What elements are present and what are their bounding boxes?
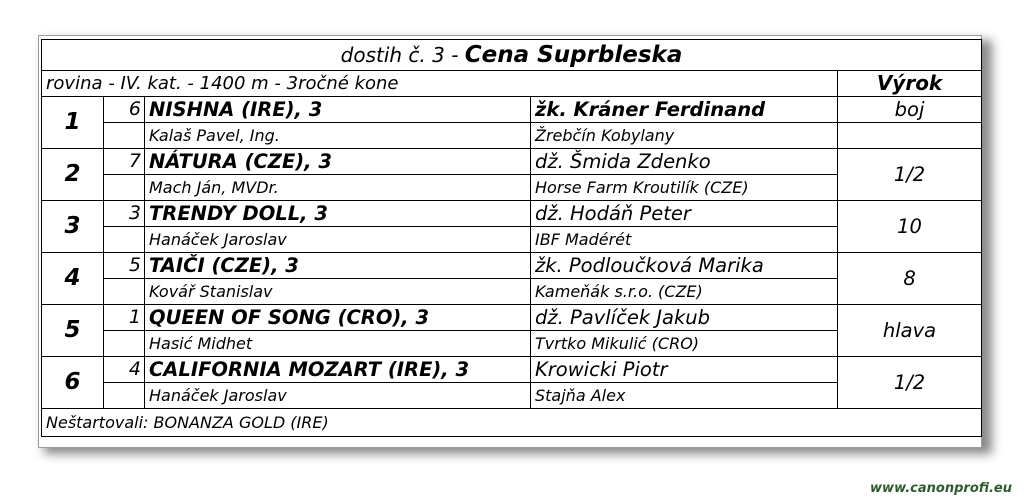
horse-name: NISHNA (IRE), 3 [145,97,531,123]
blank-cell [104,331,145,357]
start-number: 4 [104,357,145,383]
margin-header: Výrok [838,71,982,97]
trainer-name: Kalaš Pavel, Ing. [145,123,531,149]
jockey-name: žk. Podloučková Marika [531,253,838,279]
jockey-name: žk. Kráner Ferdinand [531,97,838,123]
margin-value: hlava [838,305,982,357]
blank-cell [104,383,145,409]
trainer-name: Mach Ján, MVDr. [145,175,531,201]
owner-name: Tvrtko Mikulić (CRO) [531,331,838,357]
margin-value: 1/2 [838,357,982,409]
non-starters: Neštartovali: BONANZA GOLD (IRE) [42,409,982,437]
horse-name: TAIČI (CZE), 3 [145,253,531,279]
result-row [42,201,982,227]
jockey-name: dž. Šmida Zdenko [531,149,838,175]
result-row [42,149,982,175]
owner-name: Žrebčín Kobylany [531,123,838,149]
horse-name: NÁTURA (CZE), 3 [145,149,531,175]
horse-name: QUEEN OF SONG (CRO), 3 [145,305,531,331]
results-table [41,39,982,437]
result-row [42,305,982,331]
trainer-name: Hasić Midhet [145,331,531,357]
result-row [42,253,982,279]
horse-name: CALIFORNIA MOZART (IRE), 3 [145,357,531,383]
non-starters-row [42,409,982,437]
owner-name: Stajňa Alex [531,383,838,409]
start-number: 7 [104,149,145,175]
watermark: www.canonprofi.eu [870,481,1012,496]
start-number: 5 [104,253,145,279]
horse-name: TRENDY DOLL, 3 [145,201,531,227]
result-row [42,97,982,123]
place-cell: 5 [42,305,104,357]
margin-value: 8 [838,253,982,305]
result-detail-row [42,123,982,149]
race-title-row [42,40,982,71]
owner-name: Kameňák s.r.o. (CZE) [531,279,838,305]
start-number: 6 [104,97,145,123]
jockey-name: Krowicki Piotr [531,357,838,383]
race-name: Cena Suprbleska [464,42,683,68]
jockey-name: dž. Pavlíček Jakub [531,305,838,331]
blank-cell [104,175,145,201]
result-row [42,357,982,383]
blank-cell [104,227,145,253]
owner-name: Horse Farm Kroutilík (CZE) [531,175,838,201]
jockey-name: dž. Hodáň Peter [531,201,838,227]
margin-value: 10 [838,201,982,253]
owner-name: IBF Madérét [531,227,838,253]
blank-cell [104,123,145,149]
margin-value: boj [838,97,982,123]
blank-cell [104,279,145,305]
place-cell: 4 [42,253,104,305]
place-cell: 2 [42,149,104,201]
results-card [38,35,982,448]
margin-value: 1/2 [838,149,982,201]
race-title [42,40,982,71]
start-number: 3 [104,201,145,227]
trainer-name: Hanáček Jaroslav [145,383,531,409]
place-cell: 3 [42,201,104,253]
start-number: 1 [104,305,145,331]
race-conditions-row [42,71,982,97]
race-prefix: dostih č. 3 - [340,43,465,67]
trainer-name: Kovář Stanislav [145,279,531,305]
blank-cell [838,123,982,149]
place-cell: 1 [42,97,104,149]
race-conditions: rovina - IV. kat. - 1400 m - 3ročné kone [42,71,838,97]
place-cell: 6 [42,357,104,409]
trainer-name: Hanáček Jaroslav [145,227,531,253]
